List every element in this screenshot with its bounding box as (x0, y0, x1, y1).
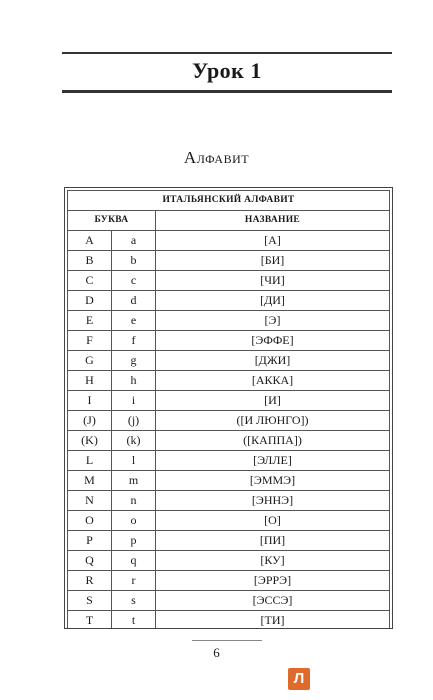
lowercase-letter: c (112, 271, 156, 291)
table-row (68, 391, 390, 411)
table-row (68, 371, 390, 391)
alphabet-table-body (68, 231, 390, 630)
uppercase-letter: N (68, 491, 112, 511)
table-row (68, 251, 390, 271)
lowercase-letter: q (112, 551, 156, 571)
lowercase-letter: f (112, 331, 156, 351)
lowercase-letter: s (112, 591, 156, 611)
uppercase-letter: I (68, 391, 112, 411)
letter-name: [ЭССЭ] (156, 591, 390, 611)
uppercase-letter: P (68, 531, 112, 551)
uppercase-letter: Q (68, 551, 112, 571)
uppercase-letter: H (68, 371, 112, 391)
table-row (68, 531, 390, 551)
uppercase-letter: D (68, 291, 112, 311)
uppercase-letter: R (68, 571, 112, 591)
table-row (68, 511, 390, 531)
table-row (68, 611, 390, 630)
letter-name: [А] (156, 231, 390, 251)
lowercase-letter: o (112, 511, 156, 531)
letter-name: [ЭРРЭ] (156, 571, 390, 591)
uppercase-letter: F (68, 331, 112, 351)
page-number: 6 (213, 645, 220, 660)
lowercase-letter: g (112, 351, 156, 371)
lowercase-letter: (k) (112, 431, 156, 451)
lowercase-letter: d (112, 291, 156, 311)
table-row (68, 271, 390, 291)
letter-name: [ЭННЭ] (156, 491, 390, 511)
table-row (68, 231, 390, 251)
table-row (68, 431, 390, 451)
letter-name: ([И ЛЮНГО]) (156, 411, 390, 431)
lesson-title: Урок 1 (192, 58, 262, 83)
lowercase-letter: m (112, 471, 156, 491)
table-row (68, 331, 390, 351)
lowercase-letter: b (112, 251, 156, 271)
letter-name: [Э] (156, 311, 390, 331)
uppercase-letter: (J) (68, 411, 112, 431)
table-caption: ИТАЛЬЯНСКИЙ АЛФАВИТ (68, 191, 390, 211)
publisher-logo: Л (288, 668, 310, 690)
letter-name: [ЭЛЛЕ] (156, 451, 390, 471)
letter-name: [КУ] (156, 551, 390, 571)
uppercase-letter: A (68, 231, 112, 251)
lowercase-letter: e (112, 311, 156, 331)
letter-column-header: БУКВА (68, 211, 156, 231)
letter-name: [БИ] (156, 251, 390, 271)
header-top-rule (62, 52, 392, 54)
lowercase-letter: t (112, 611, 156, 630)
lowercase-letter: h (112, 371, 156, 391)
table-row (68, 411, 390, 431)
letter-name: [ЭФФЕ] (156, 331, 390, 351)
lowercase-letter: r (112, 571, 156, 591)
uppercase-letter: T (68, 611, 112, 630)
uppercase-letter: B (68, 251, 112, 271)
letter-name: [О] (156, 511, 390, 531)
lesson-header (62, 52, 392, 94)
table-row (68, 491, 390, 511)
lowercase-letter: i (112, 391, 156, 411)
letter-name: [ДИ] (156, 291, 390, 311)
letter-name: [ПИ] (156, 531, 390, 551)
alphabet-table-frame (64, 187, 393, 629)
alphabet-table (67, 190, 390, 629)
uppercase-letter: L (68, 451, 112, 471)
uppercase-letter: O (68, 511, 112, 531)
uppercase-letter: G (68, 351, 112, 371)
uppercase-letter: E (68, 311, 112, 331)
uppercase-letter: (K) (68, 431, 112, 451)
letter-name: [АККА] (156, 371, 390, 391)
letter-name: [И] (156, 391, 390, 411)
section-title: Алфавит (183, 148, 250, 167)
page-number-rule (192, 640, 262, 641)
letter-name: [ДЖИ] (156, 351, 390, 371)
uppercase-letter: S (68, 591, 112, 611)
table-row (68, 591, 390, 611)
table-row (68, 351, 390, 371)
table-row (68, 451, 390, 471)
lowercase-letter: p (112, 531, 156, 551)
letter-name: ([КАППА]) (156, 431, 390, 451)
letter-name: [ТИ] (156, 611, 390, 630)
table-row (68, 551, 390, 571)
header-bottom-rule (62, 90, 392, 93)
table-row (68, 311, 390, 331)
name-column-header: НАЗВАНИЕ (156, 211, 390, 231)
letter-name: [ЧИ] (156, 271, 390, 291)
lowercase-letter: l (112, 451, 156, 471)
uppercase-letter: M (68, 471, 112, 491)
uppercase-letter: C (68, 271, 112, 291)
letter-name: [ЭММЭ] (156, 471, 390, 491)
lowercase-letter: n (112, 491, 156, 511)
lowercase-letter: a (112, 231, 156, 251)
lowercase-letter: (j) (112, 411, 156, 431)
table-row (68, 571, 390, 591)
table-row (68, 291, 390, 311)
table-row (68, 471, 390, 491)
